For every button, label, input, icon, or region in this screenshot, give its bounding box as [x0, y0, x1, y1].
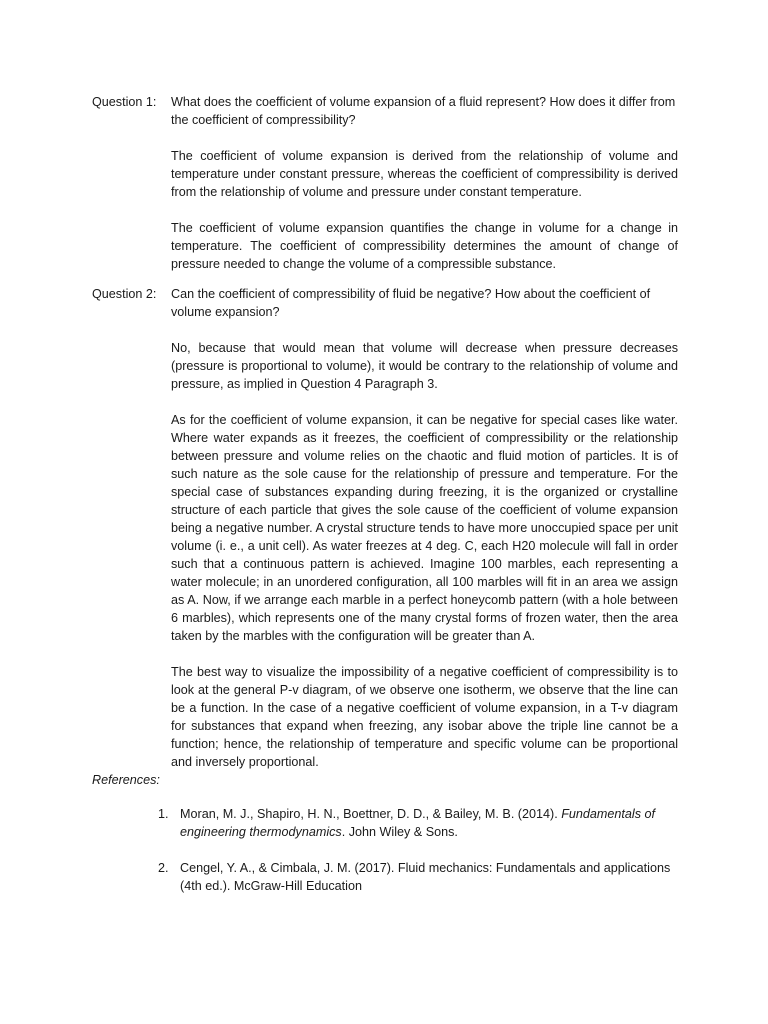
reference-number: 2. [158, 861, 169, 875]
question-1-body [171, 93, 678, 273]
question-1-label: Question 1: [92, 95, 157, 109]
reference-title: Fundamentals of engineering thermodynamics [180, 807, 656, 839]
reference-text: Cengel, Y. A., & Cimbala, J. M. (2017). Fluid mechanics: Fundamentals and applications (4th ed.). McGraw-Hill Education [180, 861, 671, 893]
question-1-block [92, 93, 680, 291]
question-2-answer-paragraph-2: As for the coefficient of volume expansion, it can be negative for special cases like water. Where water expands as it freezes, the coefficient of compressibility or the relationship between pressure and volume relies on the chaotic and fluid motion of particles. It is of such nature as the sole cause for the relationship of pressure and temperature. For the special case of substances expanding during freezing, it is the organized or crystalline structure of each particle that gives the sole cause of the coefficient of volume expansion being a negative number. A crystal structure tends to have more unoccupied space per unit volume (i. e., a unit cell). As water freezes at 4 deg. C, each H20 molecule will fall in order such that a continuous pattern is achieved. Imagine 100 marbles, each representing a water molecule; in an unordered configuration, all 100 marbles will fit in an area we assign as A. Now, if we arrange each marble in a perfect honeycomb pattern (with a hole between 6 marbles), which represents one of the many crystal forms of frozen water, then the area taken by the marbles with the configuration will be greater than A. [171, 413, 678, 643]
reference-publisher: . John Wiley & Sons. [341, 825, 458, 839]
question-2-text: Can the coefficient of compressibility of fluid be negative? How about the coefficient of volume expansion? [171, 287, 651, 319]
question-2-label: Question 2: [92, 287, 157, 301]
reference-number: 1. [158, 807, 169, 821]
question-1-text: What does the coefficient of volume expansion of a fluid represent? How does it differ from the coefficient of compressibility? [171, 95, 676, 127]
reference-item-2 [158, 859, 680, 895]
reference-text: Moran, M. J., Shapiro, H. N., Boettner, D. D., & Bailey, M. B. (2014). [180, 807, 562, 821]
references-list [158, 805, 680, 913]
question-1-answer-paragraph-1: The coefficient of volume expansion is derived from the relationship of volume and temperature under constant pressure, whereas the coefficient of compressibility is derived from the relationship of volume and pressure under constant temperature. [171, 149, 678, 199]
question-2-answer-paragraph-1: No, because that would mean that volume will decrease when pressure decreases (pressure is proportional to volume), it would be contrary to the relationship of volume and pressure, as implied in Question 4 Paragraph 3. [171, 341, 678, 391]
question-2-block [92, 285, 680, 789]
question-1-answer-paragraph-2: The coefficient of volume expansion quantifies the change in volume for a change in temperature. The coefficient of compressibility determines the amount of change of pressure needed to change the volume of a compressible substance. [171, 221, 678, 271]
question-2-body [171, 285, 678, 771]
references-heading: References: [92, 773, 160, 787]
question-2-answer-paragraph-3: The best way to visualize the impossibility of a negative coefficient of compressibility is to look at the general P-v diagram, of we observe one isotherm, we observe that the line can be a function. In the case of a negative coefficient of volume expansion, in a T-v diagram for substances that expand when freezing, any isobar above the triple line cannot be a function; hence, the relationship of temperature and specific volume can be proportional and inversely proportional. [171, 665, 678, 769]
reference-item-1 [158, 805, 680, 841]
